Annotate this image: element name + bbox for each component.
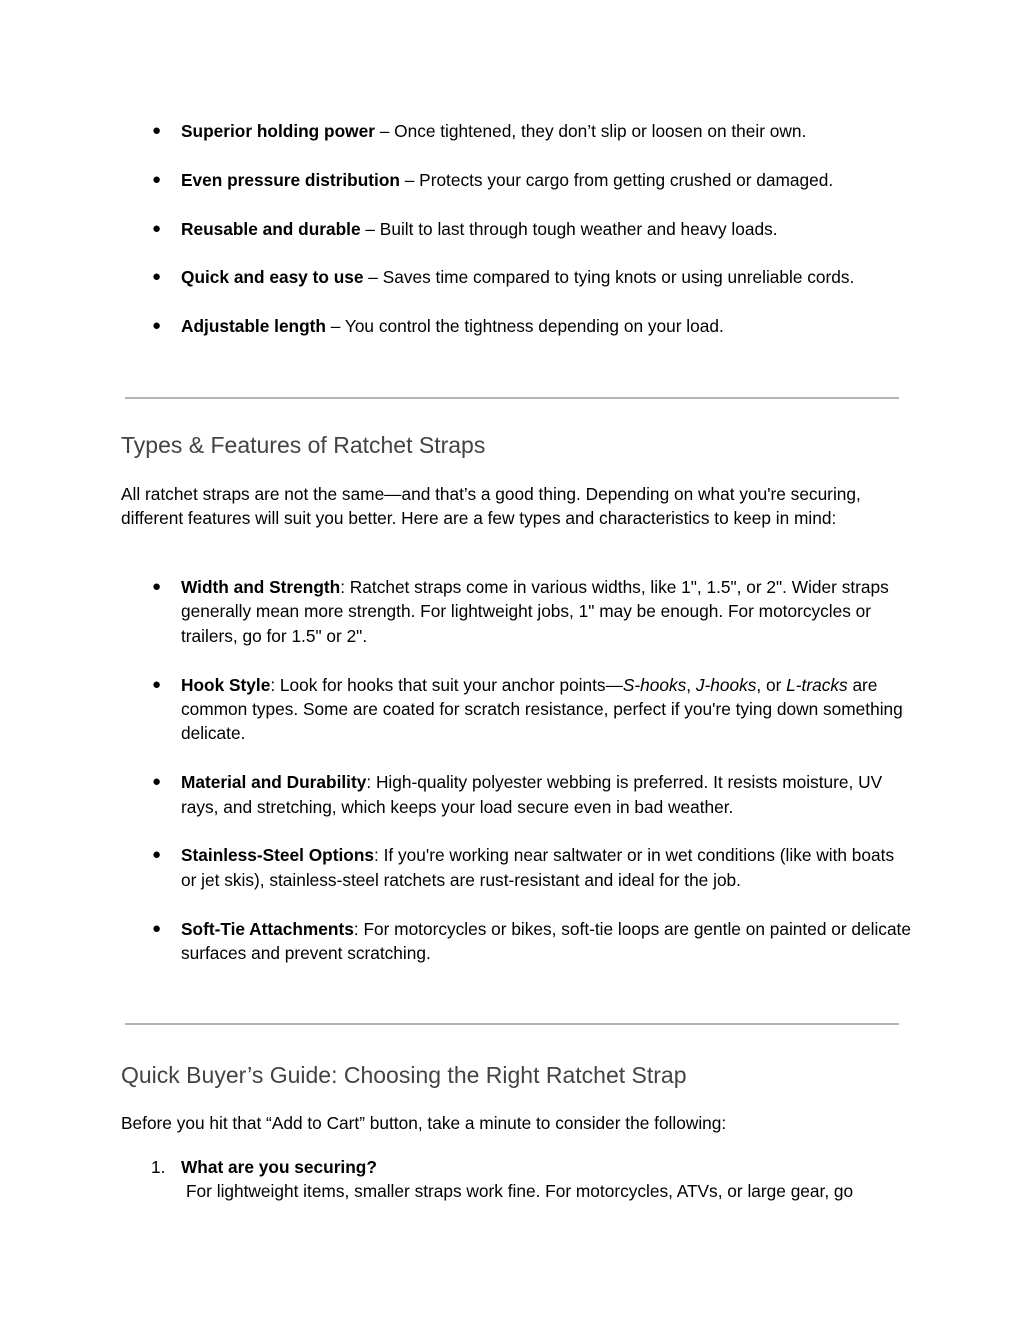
feature-item	[121, 575, 911, 648]
feature-text: : Ratchet straps come in various widths, like 1", 1.5", or 2". Wider straps generally mean more strength. For lightweight jobs, 1" may be enough. For motorcycles or trailers, go for 1.5" or 2".	[181, 577, 889, 646]
benefit-term: Superior holding power	[181, 121, 375, 141]
feature-term: Width and Strength	[181, 577, 341, 597]
benefit-text: – Protects your cargo from getting crushed or damaged.	[399, 169, 834, 190]
bullet-icon: ●	[152, 170, 162, 188]
feature-text: are common types. Some are coated for scratch resistance, perfect if you're tying down something delicate.	[181, 674, 903, 744]
benefit-text: – Built to last through tough weather and heavy loads.	[360, 218, 778, 239]
feature-term: Stainless-Steel Options	[181, 845, 375, 866]
guide-detail: For lightweight items, smaller straps work fine. For motorcycles, ATVs, or large gear, go	[186, 1181, 854, 1202]
feature-text: : For motorcycles or bikes, soft-tie loops are gentle on painted or delicate surfaces and prevent scratching.	[181, 918, 911, 964]
benefit-text: – You control the tightness depending on your load.	[325, 316, 724, 337]
benefit-text: – Saves time compared to tying knots or using unreliable cords.	[363, 267, 855, 288]
feature-item	[121, 843, 911, 892]
bullet-icon: ●	[152, 846, 162, 864]
bullet-icon: ●	[152, 919, 162, 937]
guide-item-number: 1.	[151, 1157, 166, 1177]
benefit-item	[121, 119, 911, 143]
bullet-icon: ●	[152, 122, 162, 139]
feature-term: Hook Style	[181, 674, 271, 695]
feature-term: Material and Durability	[181, 772, 367, 793]
bullet-icon: ●	[152, 578, 162, 595]
feature-term: Soft-Tie Attachments	[181, 918, 354, 939]
horizontal-rule	[125, 1023, 899, 1025]
feature-text: : High-quality polyester webbing is preferred. It resists moisture, UV rays, and stretching, which keeps your load secure even in bad weather.	[181, 772, 883, 817]
benefits-list	[121, 119, 911, 339]
benefit-item	[121, 265, 911, 289]
separator: ,	[686, 674, 696, 695]
guide-question: What are you securing?	[181, 1157, 377, 1177]
types-list	[121, 575, 911, 965]
hook-type-j: J-hooks	[695, 674, 757, 695]
benefit-item	[121, 314, 911, 338]
hook-type-l: L-tracks	[786, 674, 848, 695]
benefit-item	[121, 217, 911, 241]
bullet-icon: ●	[152, 317, 162, 335]
feature-text: : If you're working near saltwater or in wet conditions (like with boats or jet skis), stainless-steel ratchets are rust-resistant and ideal for the job.	[181, 845, 895, 890]
separator: , or	[756, 674, 787, 695]
benefit-term: Adjustable length	[181, 316, 326, 337]
guide-intro-paragraph: Before you hit that “Add to Cart” button, take a minute to consider the following:	[121, 1113, 727, 1133]
bullet-icon: ●	[152, 268, 162, 286]
guide-list	[121, 1155, 911, 1204]
section-heading-guide: Quick Buyer’s Guide: Choosing the Right Ratchet Strap	[121, 1062, 687, 1088]
section-heading-types: Types & Features of Ratchet Straps	[121, 432, 486, 458]
feature-item	[121, 770, 911, 819]
bullet-icon: ●	[152, 675, 162, 693]
benefit-text: – Once tightened, they don’t slip or loosen on their own.	[374, 121, 807, 141]
hook-type-s: S-hooks	[622, 674, 687, 695]
feature-item	[121, 917, 911, 966]
benefit-item	[121, 168, 911, 192]
horizontal-rule	[125, 397, 899, 399]
bullet-icon: ●	[152, 219, 162, 237]
benefit-term: Even pressure distribution	[181, 169, 400, 190]
guide-item	[121, 1155, 911, 1204]
bullet-icon: ●	[152, 773, 162, 791]
types-intro-paragraph: All ratchet straps are not the same—and that’s a good thing. Depending on what you're securing, different features will suit you better. Here are a few types and characteristics to keep in mind:	[121, 484, 861, 529]
benefit-term: Quick and easy to use	[181, 267, 364, 288]
feature-text: : Look for hooks that suit your anchor points—	[270, 674, 623, 695]
feature-item	[121, 673, 911, 746]
benefit-term: Reusable and durable	[181, 218, 361, 239]
